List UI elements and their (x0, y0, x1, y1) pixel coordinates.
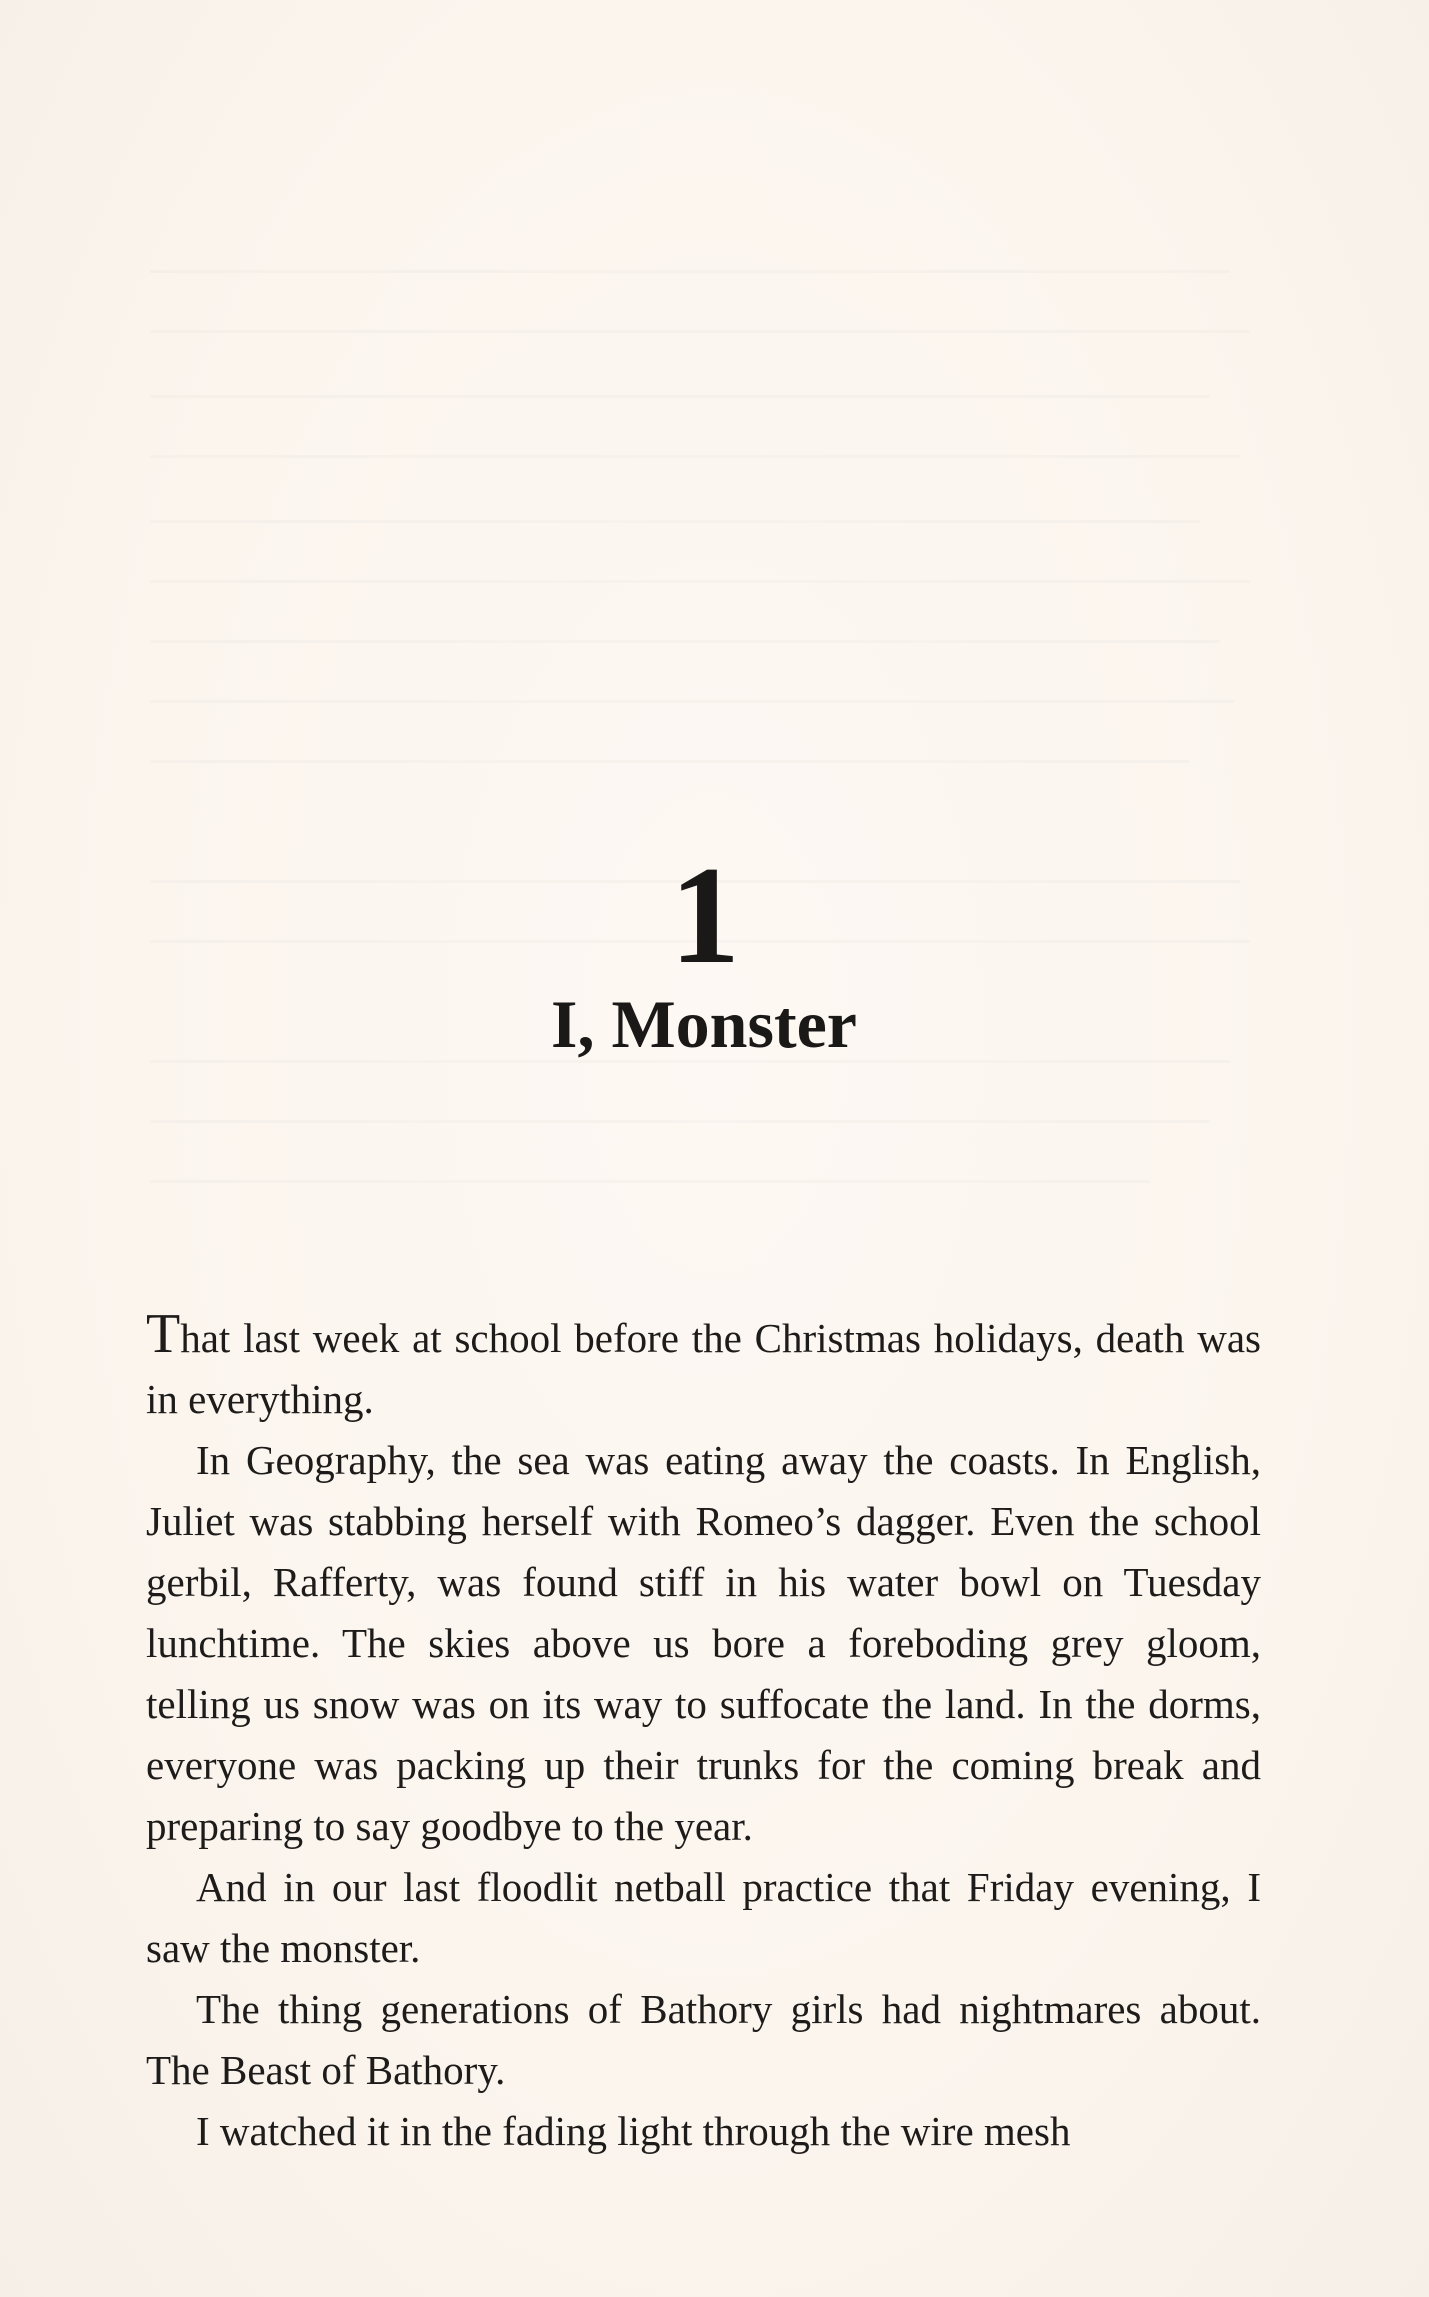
drop-cap: T (146, 1303, 181, 1365)
bleed-through-line (150, 1180, 1150, 1183)
bleed-through-line (150, 520, 1200, 523)
bleed-through-line (150, 270, 1230, 273)
chapter-title: I, Monster (551, 986, 857, 1062)
bleed-through-line (150, 580, 1250, 583)
bleed-through-line (150, 760, 1190, 763)
opening-paragraph (146, 1303, 1261, 1430)
bleed-through-line (150, 455, 1240, 458)
chapter-number: 1 (670, 838, 738, 993)
bleed-through-line (150, 330, 1250, 333)
bleed-through-line (150, 395, 1210, 398)
opening-text: hat last week at school before the Christmas holidays, death was in everything. (146, 1315, 1261, 1422)
bleed-through-line (150, 700, 1235, 703)
bleed-through-line (150, 1120, 1210, 1123)
paragraph: The thing generations of Bathory girls had nightmares about. The Beast of Bathory. (146, 1986, 1261, 2093)
paragraph: In Geography, the sea was eating away the coasts. In English, Juliet was stabbing herself with Romeo’s dagger. Even the school gerbil, Rafferty, was found stiff in his water bowl on Tuesday lunchtime. The skies above us bore a foreboding grey gloom, telling us snow was on its way to suffocate the land. In the dorms, everyone was packing up their trunks for the coming break and preparing to say goodbye to the year. (146, 1437, 1261, 1849)
chapter-body (146, 1303, 1261, 2162)
bleed-through-line (150, 640, 1220, 643)
paragraph: I watched it in the fading light through the wire mesh (196, 2108, 1071, 2154)
paragraph: And in our last floodlit netball practice that Friday evening, I saw the monster. (146, 1864, 1261, 1971)
